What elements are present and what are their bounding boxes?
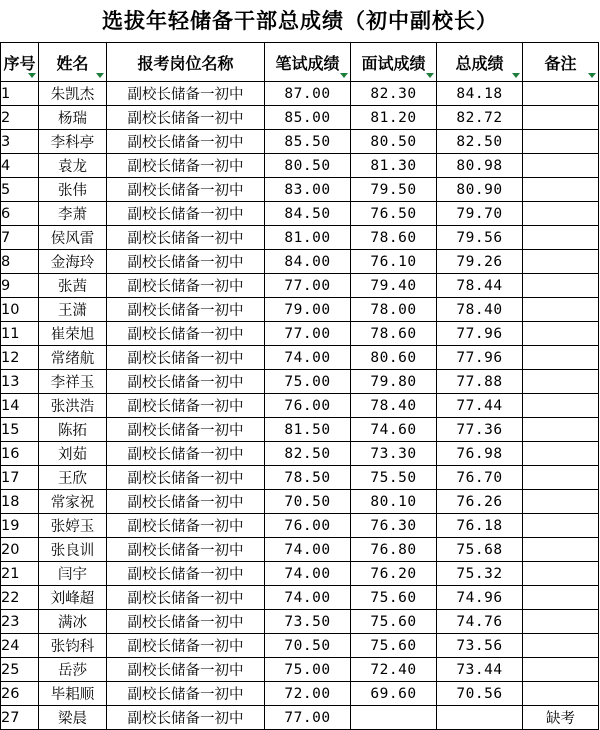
cell-index[interactable]: 22	[1, 586, 39, 610]
cell-total-score[interactable]: 76.26	[437, 490, 523, 514]
cell-interview-score[interactable]: 75.60	[351, 634, 437, 658]
cell-position[interactable]: 副校长储备一初中	[107, 298, 265, 322]
cell-name[interactable]: 常家祝	[39, 490, 107, 514]
cell-note[interactable]	[523, 154, 599, 178]
cell-position[interactable]: 副校长储备一初中	[107, 538, 265, 562]
cell-written-score[interactable]: 81.50	[265, 418, 351, 442]
cell-written-score[interactable]: 85.00	[265, 106, 351, 130]
cell-interview-score[interactable]: 75.50	[351, 466, 437, 490]
cell-interview-score[interactable]: 79.40	[351, 274, 437, 298]
cell-total-score[interactable]: 75.32	[437, 562, 523, 586]
cell-note[interactable]	[523, 562, 599, 586]
table-row	[1, 250, 599, 274]
cell-interview-score[interactable]: 76.10	[351, 250, 437, 274]
cell-interview-score[interactable]: 80.60	[351, 346, 437, 370]
cell-interview-score[interactable]: 80.50	[351, 130, 437, 154]
cell-index[interactable]: 19	[1, 514, 39, 538]
cell-position[interactable]: 副校长储备一初中	[107, 370, 265, 394]
cell-total-score[interactable]: 76.98	[437, 442, 523, 466]
table-row	[1, 682, 599, 706]
filter-dropdown-icon[interactable]	[512, 73, 520, 78]
table-row	[1, 274, 599, 298]
cell-total-score[interactable]: 79.26	[437, 250, 523, 274]
cell-position[interactable]: 副校长储备一初中	[107, 226, 265, 250]
cell-name[interactable]: 李萧	[39, 202, 107, 226]
cell-written-score[interactable]: 80.50	[265, 154, 351, 178]
cell-written-score[interactable]: 75.00	[265, 658, 351, 682]
cell-note[interactable]	[523, 250, 599, 274]
cell-total-score[interactable]: 80.90	[437, 178, 523, 202]
cell-position[interactable]: 副校长储备一初中	[107, 394, 265, 418]
cell-note[interactable]	[523, 586, 599, 610]
cell-interview-score[interactable]: 78.00	[351, 298, 437, 322]
cell-name[interactable]: 刘峰超	[39, 586, 107, 610]
table-row	[1, 298, 599, 322]
cell-total-score[interactable]: 77.88	[437, 370, 523, 394]
cell-position[interactable]: 副校长储备一初中	[107, 250, 265, 274]
table-body	[1, 82, 599, 730]
table-row	[1, 562, 599, 586]
cell-interview-score[interactable]: 79.80	[351, 370, 437, 394]
cell-index[interactable]: 3	[1, 130, 39, 154]
table-row	[1, 82, 599, 106]
cell-interview-score[interactable]	[351, 706, 437, 730]
cell-written-score[interactable]: 72.00	[265, 682, 351, 706]
cell-total-score[interactable]: 77.36	[437, 418, 523, 442]
cell-index[interactable]: 16	[1, 442, 39, 466]
cell-index[interactable]: 27	[1, 706, 39, 730]
cell-position[interactable]: 副校长储备一初中	[107, 178, 265, 202]
column-header-total-score[interactable]: 总成绩	[437, 43, 523, 82]
cell-written-score[interactable]: 77.00	[265, 322, 351, 346]
table-row	[1, 442, 599, 466]
cell-position[interactable]: 副校长储备一初中	[107, 586, 265, 610]
table-row	[1, 418, 599, 442]
cell-interview-score[interactable]: 75.60	[351, 610, 437, 634]
cell-position[interactable]: 副校长储备一初中	[107, 274, 265, 298]
cell-position[interactable]: 副校长储备一初中	[107, 490, 265, 514]
table-row	[1, 610, 599, 634]
table-row	[1, 706, 599, 730]
cell-note[interactable]	[523, 322, 599, 346]
cell-written-score[interactable]: 82.50	[265, 442, 351, 466]
cell-position[interactable]: 副校长储备一初中	[107, 154, 265, 178]
cell-note[interactable]	[523, 514, 599, 538]
cell-interview-score[interactable]: 73.30	[351, 442, 437, 466]
table-row	[1, 346, 599, 370]
cell-position[interactable]: 副校长储备一初中	[107, 82, 265, 106]
cell-index[interactable]: 4	[1, 154, 39, 178]
cell-interview-score[interactable]: 81.30	[351, 154, 437, 178]
cell-total-score[interactable]: 78.40	[437, 298, 523, 322]
cell-index[interactable]: 15	[1, 418, 39, 442]
cell-name[interactable]: 张茜	[39, 274, 107, 298]
cell-index[interactable]: 17	[1, 466, 39, 490]
cell-name[interactable]: 张洪浩	[39, 394, 107, 418]
cell-index[interactable]: 1	[1, 82, 39, 106]
cell-index[interactable]: 26	[1, 682, 39, 706]
cell-total-score[interactable]: 82.50	[437, 130, 523, 154]
cell-position[interactable]: 副校长储备一初中	[107, 202, 265, 226]
cell-written-score[interactable]: 70.50	[265, 634, 351, 658]
cell-note[interactable]	[523, 130, 599, 154]
cell-position[interactable]: 副校长储备一初中	[107, 346, 265, 370]
cell-interview-score[interactable]: 76.30	[351, 514, 437, 538]
cell-name[interactable]: 刘茹	[39, 442, 107, 466]
cell-note[interactable]	[523, 394, 599, 418]
cell-total-score[interactable]: 73.56	[437, 634, 523, 658]
cell-note[interactable]: 缺考	[523, 706, 599, 730]
cell-position[interactable]: 副校长储备一初中	[107, 130, 265, 154]
cell-note[interactable]	[523, 634, 599, 658]
cell-written-score[interactable]: 75.00	[265, 370, 351, 394]
cell-note[interactable]	[523, 274, 599, 298]
cell-interview-score[interactable]: 78.60	[351, 322, 437, 346]
cell-position[interactable]: 副校长储备一初中	[107, 682, 265, 706]
filter-dropdown-icon[interactable]	[28, 73, 36, 78]
filter-dropdown-icon[interactable]	[588, 73, 596, 78]
cell-name[interactable]: 崔荣旭	[39, 322, 107, 346]
cell-written-score[interactable]: 73.50	[265, 610, 351, 634]
cell-total-score[interactable]: 77.96	[437, 346, 523, 370]
cell-name[interactable]: 陈拓	[39, 418, 107, 442]
cell-name[interactable]: 朱凯杰	[39, 82, 107, 106]
cell-written-score[interactable]: 74.00	[265, 586, 351, 610]
cell-note[interactable]	[523, 226, 599, 250]
cell-written-score[interactable]: 84.50	[265, 202, 351, 226]
cell-note[interactable]	[523, 202, 599, 226]
cell-position[interactable]: 副校长储备一初中	[107, 322, 265, 346]
column-header-interview-score[interactable]: 面试成绩	[351, 43, 437, 82]
cell-written-score[interactable]: 81.00	[265, 226, 351, 250]
table-row	[1, 658, 599, 682]
cell-index[interactable]: 25	[1, 658, 39, 682]
cell-name[interactable]: 毕耜顺	[39, 682, 107, 706]
cell-written-score[interactable]: 74.00	[265, 538, 351, 562]
cell-interview-score[interactable]: 72.40	[351, 658, 437, 682]
cell-total-score[interactable]: 70.56	[437, 682, 523, 706]
column-header-position[interactable]: 报考岗位名称	[107, 43, 265, 82]
cell-position[interactable]: 副校长储备一初中	[107, 514, 265, 538]
cell-note[interactable]	[523, 682, 599, 706]
cell-interview-score[interactable]: 76.80	[351, 538, 437, 562]
cell-position[interactable]: 副校长储备一初中	[107, 418, 265, 442]
cell-name[interactable]: 满冰	[39, 610, 107, 634]
cell-interview-score[interactable]: 78.60	[351, 226, 437, 250]
filter-dropdown-icon[interactable]	[426, 73, 434, 78]
cell-index[interactable]: 21	[1, 562, 39, 586]
header-row	[1, 43, 599, 82]
cell-index[interactable]: 8	[1, 250, 39, 274]
filter-dropdown-icon[interactable]	[96, 73, 104, 78]
table-row	[1, 490, 599, 514]
cell-written-score[interactable]: 83.00	[265, 178, 351, 202]
cell-note[interactable]	[523, 418, 599, 442]
cell-index[interactable]: 18	[1, 490, 39, 514]
table-row	[1, 514, 599, 538]
cell-index[interactable]: 5	[1, 178, 39, 202]
cell-total-score[interactable]: 79.56	[437, 226, 523, 250]
cell-total-score[interactable]: 73.44	[437, 658, 523, 682]
column-header-index[interactable]: 序号	[1, 43, 39, 82]
cell-total-score[interactable]: 82.72	[437, 106, 523, 130]
cell-name[interactable]: 张伟	[39, 178, 107, 202]
cell-name[interactable]: 张良训	[39, 538, 107, 562]
cell-interview-score[interactable]: 76.50	[351, 202, 437, 226]
column-header-note[interactable]: 备注	[523, 43, 599, 82]
cell-index[interactable]: 20	[1, 538, 39, 562]
cell-name[interactable]: 侯风雷	[39, 226, 107, 250]
table-row	[1, 586, 599, 610]
table-row	[1, 154, 599, 178]
cell-note[interactable]	[523, 82, 599, 106]
cell-index[interactable]: 10	[1, 298, 39, 322]
cell-index[interactable]: 9	[1, 274, 39, 298]
page-title: 选拔年轻储备干部总成绩（初中副校长）	[102, 9, 498, 33]
column-header-name[interactable]: 姓名	[39, 43, 107, 82]
cell-total-score[interactable]: 77.44	[437, 394, 523, 418]
cell-index[interactable]: 12	[1, 346, 39, 370]
cell-written-score[interactable]: 74.00	[265, 346, 351, 370]
table-row	[1, 130, 599, 154]
cell-total-score[interactable]: 80.98	[437, 154, 523, 178]
cell-position[interactable]: 副校长储备一初中	[107, 466, 265, 490]
cell-written-score[interactable]: 76.00	[265, 394, 351, 418]
cell-name[interactable]: 张婷玉	[39, 514, 107, 538]
cell-name[interactable]: 李祥玉	[39, 370, 107, 394]
cell-position[interactable]: 副校长储备一初中	[107, 706, 265, 730]
cell-written-score[interactable]: 78.50	[265, 466, 351, 490]
cell-index[interactable]: 11	[1, 322, 39, 346]
cell-interview-score[interactable]: 74.60	[351, 418, 437, 442]
table-row	[1, 178, 599, 202]
table-row	[1, 634, 599, 658]
cell-total-score[interactable]: 74.96	[437, 586, 523, 610]
cell-total-score[interactable]: 76.18	[437, 514, 523, 538]
cell-interview-score[interactable]: 80.10	[351, 490, 437, 514]
cell-position[interactable]: 副校长储备一初中	[107, 106, 265, 130]
cell-total-score[interactable]: 76.70	[437, 466, 523, 490]
cell-total-score[interactable]: 78.44	[437, 274, 523, 298]
cell-total-score[interactable]: 84.18	[437, 82, 523, 106]
column-header-written-score[interactable]: 笔试成绩	[265, 43, 351, 82]
cell-interview-score[interactable]: 79.50	[351, 178, 437, 202]
table-row	[1, 226, 599, 250]
cell-written-score[interactable]: 76.00	[265, 514, 351, 538]
cell-position[interactable]: 副校长储备一初中	[107, 562, 265, 586]
cell-note[interactable]	[523, 610, 599, 634]
cell-index[interactable]: 23	[1, 610, 39, 634]
cell-name[interactable]: 张钧科	[39, 634, 107, 658]
cell-name[interactable]: 袁龙	[39, 154, 107, 178]
cell-note[interactable]	[523, 490, 599, 514]
cell-note[interactable]	[523, 106, 599, 130]
table-row	[1, 538, 599, 562]
cell-total-score[interactable]	[437, 706, 523, 730]
cell-position[interactable]: 副校长储备一初中	[107, 658, 265, 682]
cell-interview-score[interactable]: 78.40	[351, 394, 437, 418]
cell-name[interactable]: 杨瑞	[39, 106, 107, 130]
cell-name[interactable]: 李科亭	[39, 130, 107, 154]
table-row	[1, 370, 599, 394]
filter-dropdown-icon[interactable]	[340, 73, 348, 78]
table-row	[1, 322, 599, 346]
cell-position[interactable]: 副校长储备一初中	[107, 442, 265, 466]
cell-name[interactable]: 金海玲	[39, 250, 107, 274]
table-row	[1, 394, 599, 418]
score-table	[0, 42, 599, 730]
cell-total-score[interactable]: 79.70	[437, 202, 523, 226]
cell-total-score[interactable]: 75.68	[437, 538, 523, 562]
cell-index[interactable]: 2	[1, 106, 39, 130]
cell-written-score[interactable]: 77.00	[265, 274, 351, 298]
cell-interview-score[interactable]: 69.60	[351, 682, 437, 706]
cell-name[interactable]: 王欣	[39, 466, 107, 490]
cell-note[interactable]	[523, 370, 599, 394]
cell-written-score[interactable]: 74.00	[265, 562, 351, 586]
cell-index[interactable]: 24	[1, 634, 39, 658]
cell-written-score[interactable]: 79.00	[265, 298, 351, 322]
cell-written-score[interactable]: 85.50	[265, 130, 351, 154]
cell-name[interactable]: 岳莎	[39, 658, 107, 682]
cell-written-score[interactable]: 87.00	[265, 82, 351, 106]
table-row	[1, 466, 599, 490]
cell-note[interactable]	[523, 346, 599, 370]
cell-note[interactable]	[523, 538, 599, 562]
cell-total-score[interactable]: 74.76	[437, 610, 523, 634]
cell-note[interactable]	[523, 658, 599, 682]
cell-written-score[interactable]: 70.50	[265, 490, 351, 514]
table-row	[1, 106, 599, 130]
cell-name[interactable]: 闫宇	[39, 562, 107, 586]
cell-note[interactable]	[523, 466, 599, 490]
table-row	[1, 202, 599, 226]
cell-name[interactable]: 王潇	[39, 298, 107, 322]
cell-interview-score[interactable]: 75.60	[351, 586, 437, 610]
cell-total-score[interactable]: 77.96	[437, 322, 523, 346]
cell-note[interactable]	[523, 442, 599, 466]
cell-position[interactable]: 副校长储备一初中	[107, 610, 265, 634]
cell-index[interactable]: 7	[1, 226, 39, 250]
cell-written-score[interactable]: 77.00	[265, 706, 351, 730]
cell-name[interactable]: 梁晨	[39, 706, 107, 730]
cell-interview-score[interactable]: 82.30	[351, 82, 437, 106]
cell-index[interactable]: 13	[1, 370, 39, 394]
cell-interview-score[interactable]: 76.20	[351, 562, 437, 586]
cell-name[interactable]: 常绪航	[39, 346, 107, 370]
cell-interview-score[interactable]: 81.20	[351, 106, 437, 130]
cell-note[interactable]	[523, 178, 599, 202]
cell-index[interactable]: 14	[1, 394, 39, 418]
cell-note[interactable]	[523, 298, 599, 322]
cell-index[interactable]: 6	[1, 202, 39, 226]
cell-position[interactable]: 副校长储备一初中	[107, 634, 265, 658]
cell-written-score[interactable]: 84.00	[265, 250, 351, 274]
